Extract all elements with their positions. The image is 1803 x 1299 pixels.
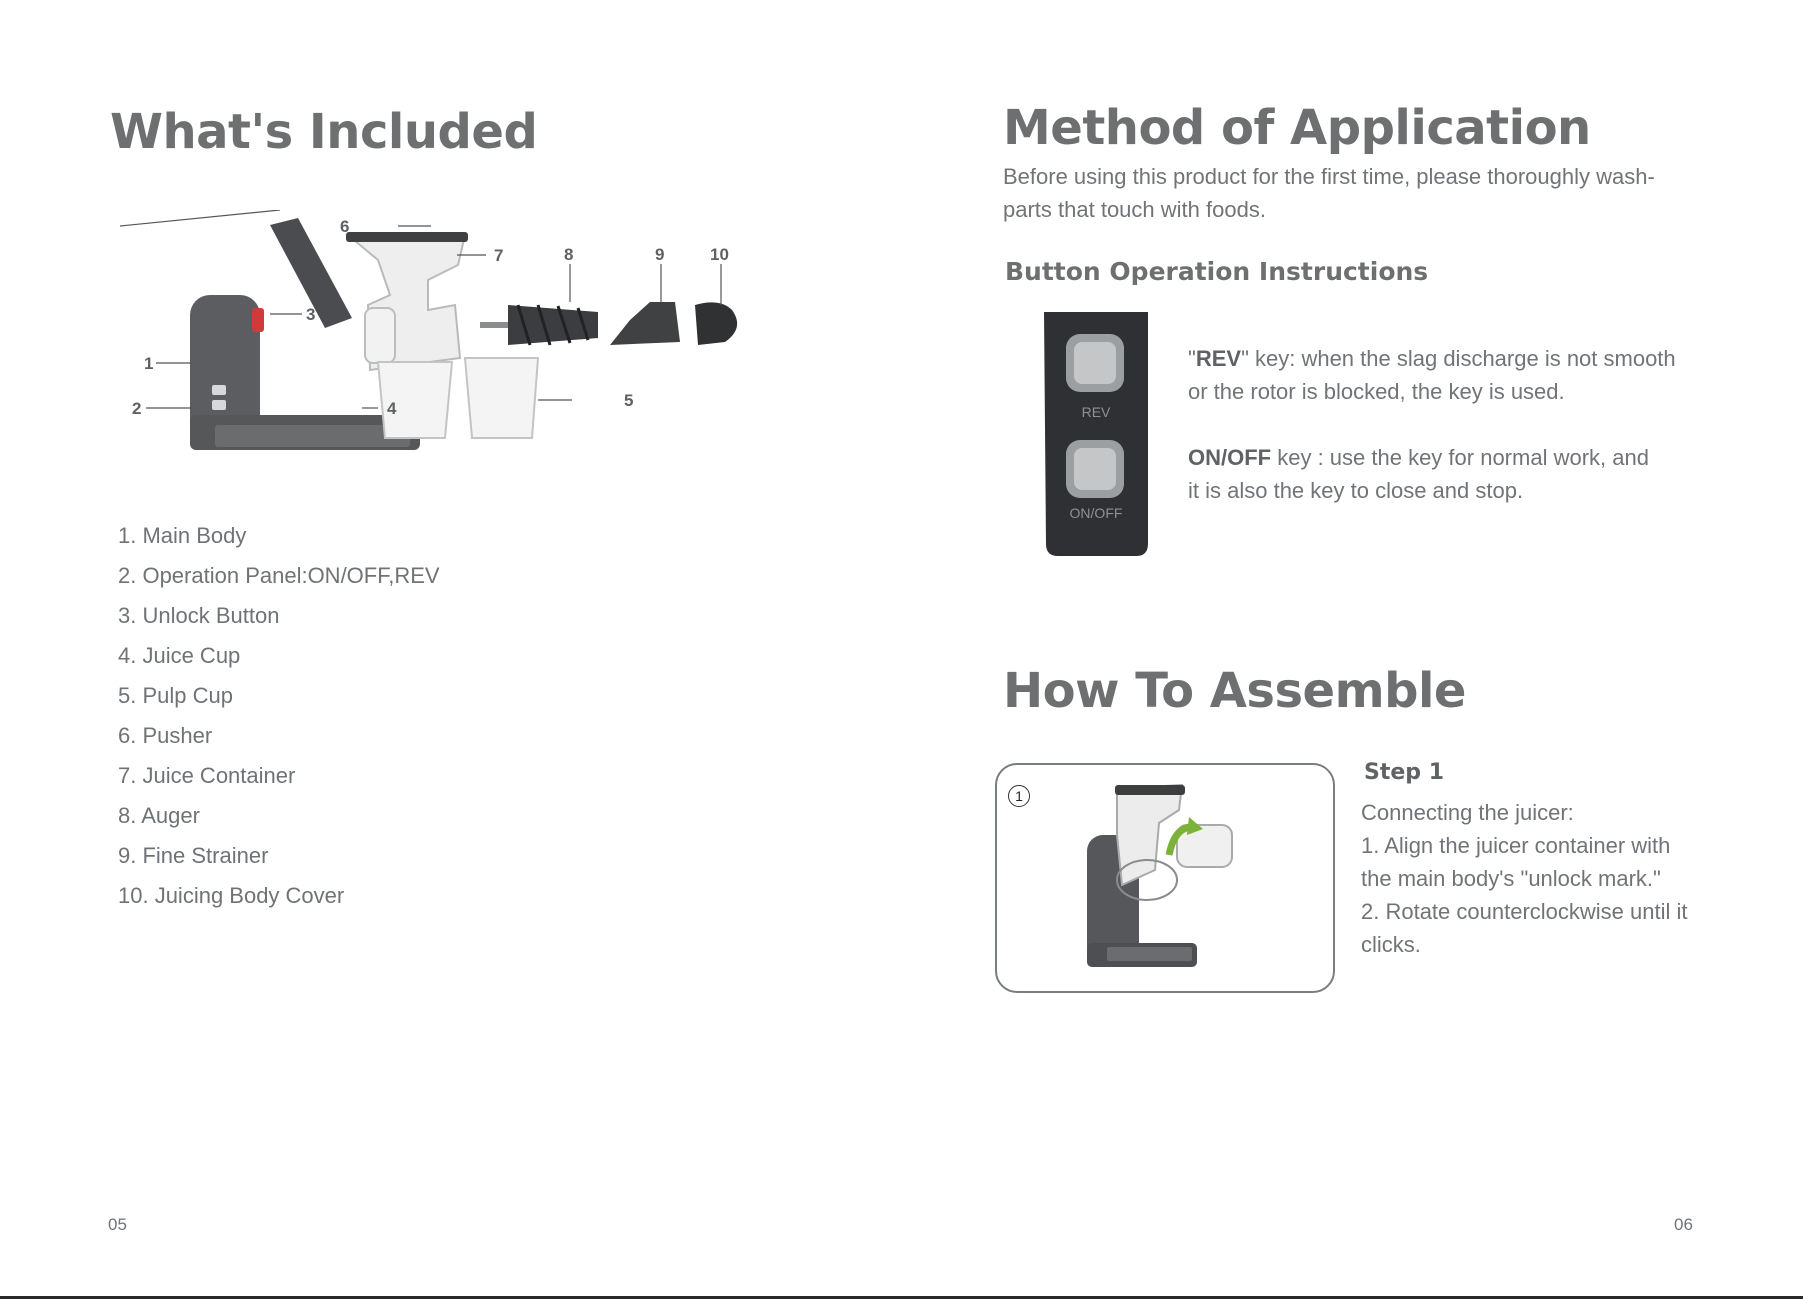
pulp-cup-illustration [465,358,538,438]
panel-label-rev: REV [1081,404,1111,420]
diagram-label-3: 3 [306,305,316,324]
diagram-label-1: 1 [144,354,154,373]
step-1-instructions [1361,796,1781,961]
diagram-label-6: 6 [340,217,350,236]
method-heading: Method of Application [1003,100,1591,156]
diagram-label-4: 4 [387,399,397,418]
step-1-illustration-frame [995,763,1335,993]
intro-line: Before using this product for the first time, please thoroughly wash- [1003,164,1655,189]
step-line: Connecting the juicer: [1361,800,1574,825]
page-number-left: 05 [108,1215,127,1234]
juice-container-illustration [346,232,468,370]
list-item: 2. Operation Panel:ON/OFF,REV [118,563,440,588]
assemble-heading: How To Assemble [1003,663,1466,719]
control-panel-illustration [1044,312,1148,556]
intro-line: parts that touch with foods. [1003,197,1266,222]
parts-list [118,516,440,916]
list-item: 4. Juice Cup [118,643,241,668]
diagram-label-7: 7 [494,246,504,265]
rev-description: "REV" key: when the slag discharge is not smooth or the rotor is blocked, the key is used. [1188,346,1676,404]
list-item: 1. Main Body [118,523,247,548]
parts-exploded-diagram [120,210,780,460]
diagram-label-9: 9 [655,245,665,264]
button-section-title: Button Operation Instructions [1005,257,1429,286]
intro-text [1003,160,1763,226]
rev-key-label: REV [1195,346,1242,371]
list-item: 10. Juicing Body Cover [118,883,345,908]
panel-label-onoff: ON/OFF [1069,505,1123,521]
auger-illustration [480,305,598,345]
onoff-key-label: ON/OFF [1188,445,1272,470]
list-item: 8. Auger [118,803,200,828]
diagram-label-8: 8 [564,245,574,264]
juicer-assembly-illustration [1077,775,1257,985]
step-number-badge: 1 [1008,785,1030,807]
fine-strainer-illustration [610,302,680,345]
list-item: 7. Juice Container [118,763,296,788]
onoff-description: ON/OFF key : use the key for normal work, and it is also the key to close and stop. [1188,445,1649,503]
body-cover-illustration [695,302,737,345]
page-number-right: 06 [1674,1215,1693,1234]
step-title: Step 1 [1364,760,1444,785]
list-item: 5. Pulp Cup [118,683,233,708]
list-item: 9. Fine Strainer [118,843,269,868]
step-line: clicks. [1361,932,1421,957]
step-line: the main body's "unlock mark." [1361,866,1661,891]
list-item: 6. Pusher [118,723,213,748]
list-item: 3. Unlock Button [118,603,280,628]
step-line: 2. Rotate counterclockwise until it [1361,899,1688,924]
whats-included-heading: What's Included [110,104,538,160]
diagram-label-2: 2 [132,399,142,418]
diagram-label-5: 5 [624,391,634,410]
step-line: 1. Align the juicer container with [1361,833,1671,858]
diagram-label-10: 10 [710,245,729,264]
